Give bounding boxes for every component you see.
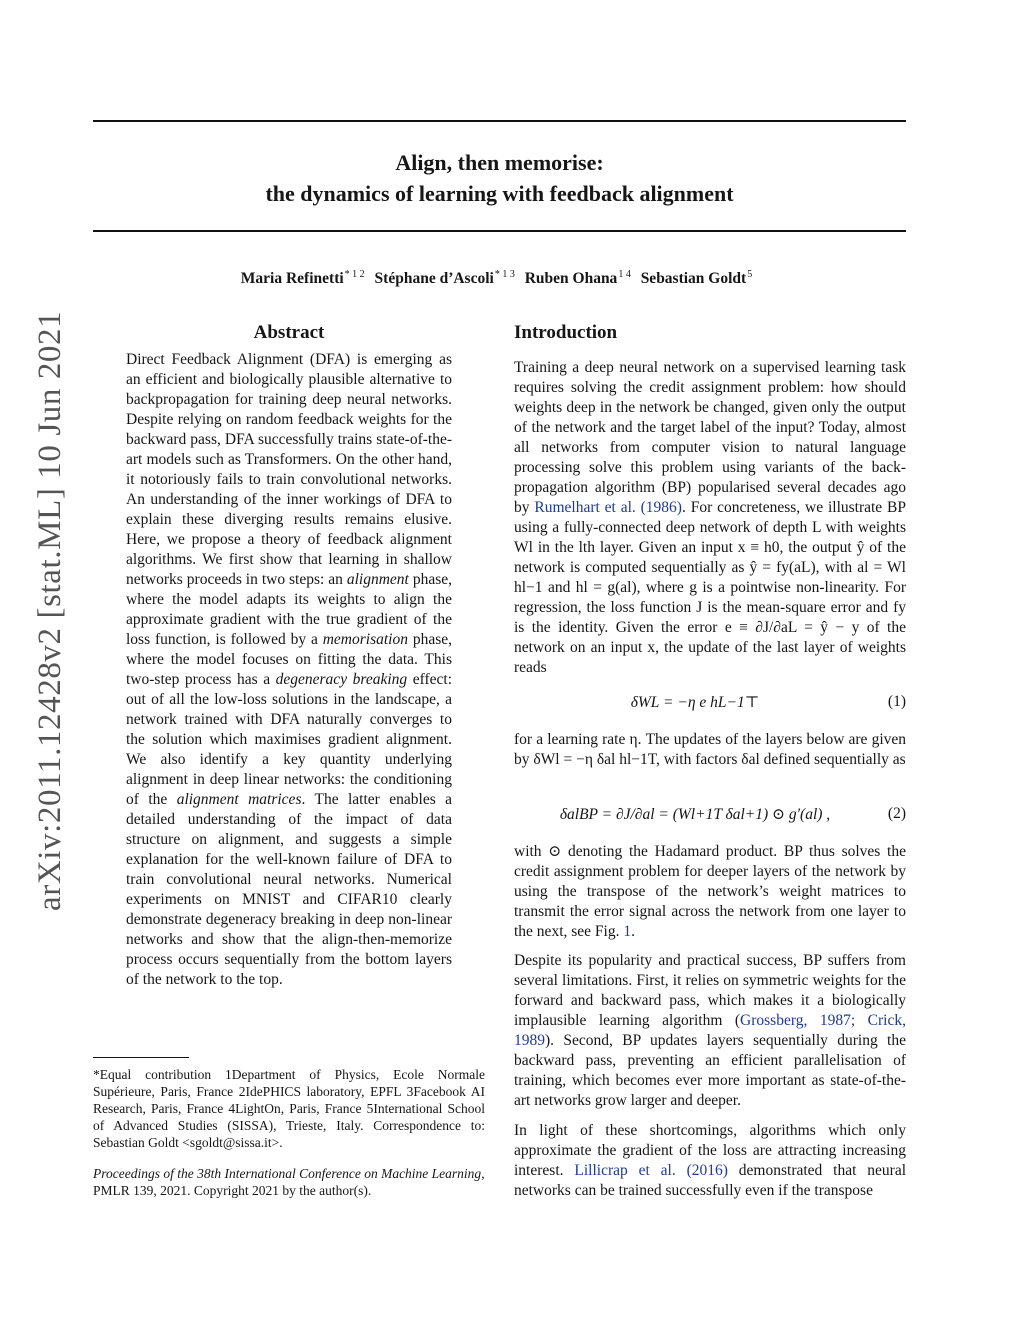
abstract-emphasis: memorisation [322, 631, 408, 648]
intro-text: ). Second, BP updates layers sequentially during the backward pass, preventing an efficient parallelisation of training, which becomes ever more important as state-of-the-art networks grow larger and deeper. [514, 1032, 906, 1109]
author-affiliation: * 1 3 [494, 269, 515, 280]
title-line-2: the dynamics of learning with feedback alignment [265, 181, 734, 206]
abstract-text: . The latter enables a detailed understanding of the impact of data structure on alignment, and suggests a simple explanation for the well-known failure of DFA to train convolutional neural networks. Numerical experiments on MNIST and CIFAR10 clearly demonstrate degeneracy breaking in deep non-linear networks and show that the align-then-memorize process occurs sequentially from the bottom layers of the network to the top. [126, 791, 453, 988]
citation-link[interactable]: Lillicrap et al. (2016) [574, 1162, 728, 1179]
introduction-heading: Introduction [514, 322, 618, 343]
abstract-text: phase, where the model adapts its weights to align the approximate gradient with the true gradient of the loss function, is followed by a [126, 571, 452, 648]
intro-text: Training a deep neural network on a supervised learning task requires solving the credit assignment problem: how should weights deep in the network be changed, given only the output of the network and the target label of the input? Today, almost all networks from computer vision to natural language processing solve this problem using variants of the back-propagation algorithm (BP) popularised several decades ago by [514, 359, 906, 516]
equation-number: (1) [887, 693, 906, 710]
figure-link[interactable]: 1 [623, 923, 632, 940]
equation-2 [514, 805, 906, 829]
paper-title [93, 147, 906, 209]
abstract-emphasis: alignment [346, 571, 409, 588]
author-name: Stéphane d’Ascoli [374, 270, 494, 288]
equation-number: (2) [887, 805, 906, 822]
intro-text: Despite its popularity and practical success, BP suffers from several limitations. First, it relies on symmetric weights for the forward and backward pass, which makes it a biologically implausible learning algorithm ( [514, 952, 906, 1029]
abstract-text: phase, where the model focuses on fitting the data. This two-step process has a [126, 631, 453, 688]
author-list [93, 264, 906, 290]
abstract-body [126, 350, 452, 990]
author-affiliation: 1 4 [618, 269, 631, 280]
intro-paragraph-4 [514, 951, 906, 1111]
abstract-emphasis: degeneracy breaking [275, 671, 408, 688]
proceedings-rest: , PMLR 139, 2021. Copyright 2021 by the author(s). [93, 1166, 485, 1198]
title-line-1: Align, then memorise: [395, 150, 604, 175]
title-bottom-rule [93, 230, 906, 232]
arxiv-stamp[interactable]: arXiv:2011.12428v2 [stat.ML] 10 Jun 2021 [32, 310, 68, 911]
equation-expression: δalBP = ∂J/∂al = (Wl+1T δal+1) ⊙ g′(al) , [559, 806, 831, 823]
citation-link[interactable]: Grossberg, 1987; Crick, 1989 [514, 1012, 906, 1049]
abstract-text: Direct Feedback Alignment (DFA) is emerging as an efficient and biologically plausible alternative to backpropagation for training deep neural networks. Despite relying on random feedback weights for the backward pass, DFA successfully trains state-of-the-art models such as Transformers. On the other hand, it notoriously fails to train convolutional networks. An understanding of the inner workings of DFA to explain these diverging results remains elusive. Here, we propose a theory of feedback alignment algorithms. We first show that learning in shallow networks proceeds in two steps: an [126, 351, 452, 588]
author-name: Sebastian Goldt [640, 270, 747, 288]
intro-paragraph-1 [514, 358, 906, 678]
footnote-affiliations: *Equal contribution 1Department of Physics, Ecole Normale Supérieure, Paris, France 2IdePHICS laboratory, EPFL 3Facebook AI Research, Paris, France 4LightOn, Paris, France 5International School of Advanced Studies (SISSA), Trieste, Italy. Correspondence to: Sebastian Goldt <sgoldt@sissa.it>. [93, 1067, 485, 1150]
abstract-heading: Abstract [253, 322, 325, 343]
author-affiliation: 5 [747, 269, 753, 280]
abstract-emphasis: alignment matrices [176, 791, 302, 808]
author-name: Maria Refinetti [240, 270, 344, 288]
intro-paragraph-5 [514, 1121, 906, 1201]
footnote-rule [93, 1057, 189, 1058]
intro-paragraph-3: with ⊙ denoting the Hadamard product. BP thus solves the credit assignment problem for deeper layers of the network by using the transpose of the network’s weight matrices to transmit the error signal across the network from one layer to the next, see Fig. 1. [514, 843, 906, 940]
author-name: Ruben Ohana [524, 270, 618, 288]
equation-1 [514, 693, 906, 717]
citation-link[interactable]: Rumelhart et al. (1986) [534, 499, 682, 516]
title-top-rule [93, 120, 906, 122]
intro-text: demonstrated that neural networks can be trained successfully even if the transpose [514, 1162, 907, 1199]
proceedings-title: Proceedings of the 38th International Conference on Machine Learning [93, 1166, 482, 1181]
intro-text: . For concreteness, we illustrate BP using a fully-connected deep network of depth L with weights Wl in the lth layer. Given an input x ≡ h0, the output ŷ of the network is computed sequentially as ŷ = fy(aL), with al = Wl hl−1 and hl = g(al), where g is a pointwise non-linearity. For regression, the loss function J is the mean-square error and fy is the identity. Given the error e ≡ ∂J/∂aL = ŷ − y of the network on an input x, the update of the last layer of weights reads [514, 499, 907, 676]
equation-expression: δWL = −η e hL−1⊤ [630, 694, 760, 711]
author-affiliation: * 1 2 [344, 269, 365, 280]
intro-text: In light of these shortcomings, algorithms which only approximate the gradient of the loss are attracting increasing interest. [514, 1122, 906, 1179]
abstract-text: effect: out of all the low-loss solutions in the landscape, a network trained with DFA naturally converges to the solution which maximises gradient alignment. We also identify a key quantity underlying alignment in deep linear networks: the conditioning of the [126, 671, 453, 808]
proceedings-note [93, 1165, 485, 1199]
intro-text: for a learning rate η. The updates of the layers below are given by δWl = −η δal hl−1T, with factors δal defined sequentially as [514, 731, 906, 768]
intro-paragraph-2 [514, 730, 906, 770]
intro-text: with ⊙ denoting the Hadamard product. BP thus solves the credit assignment problem for deeper layers of the network by using the transpose of the network’s weight matrices to transmit the error signal across the network from one layer to the next, see Fig. [514, 843, 906, 940]
